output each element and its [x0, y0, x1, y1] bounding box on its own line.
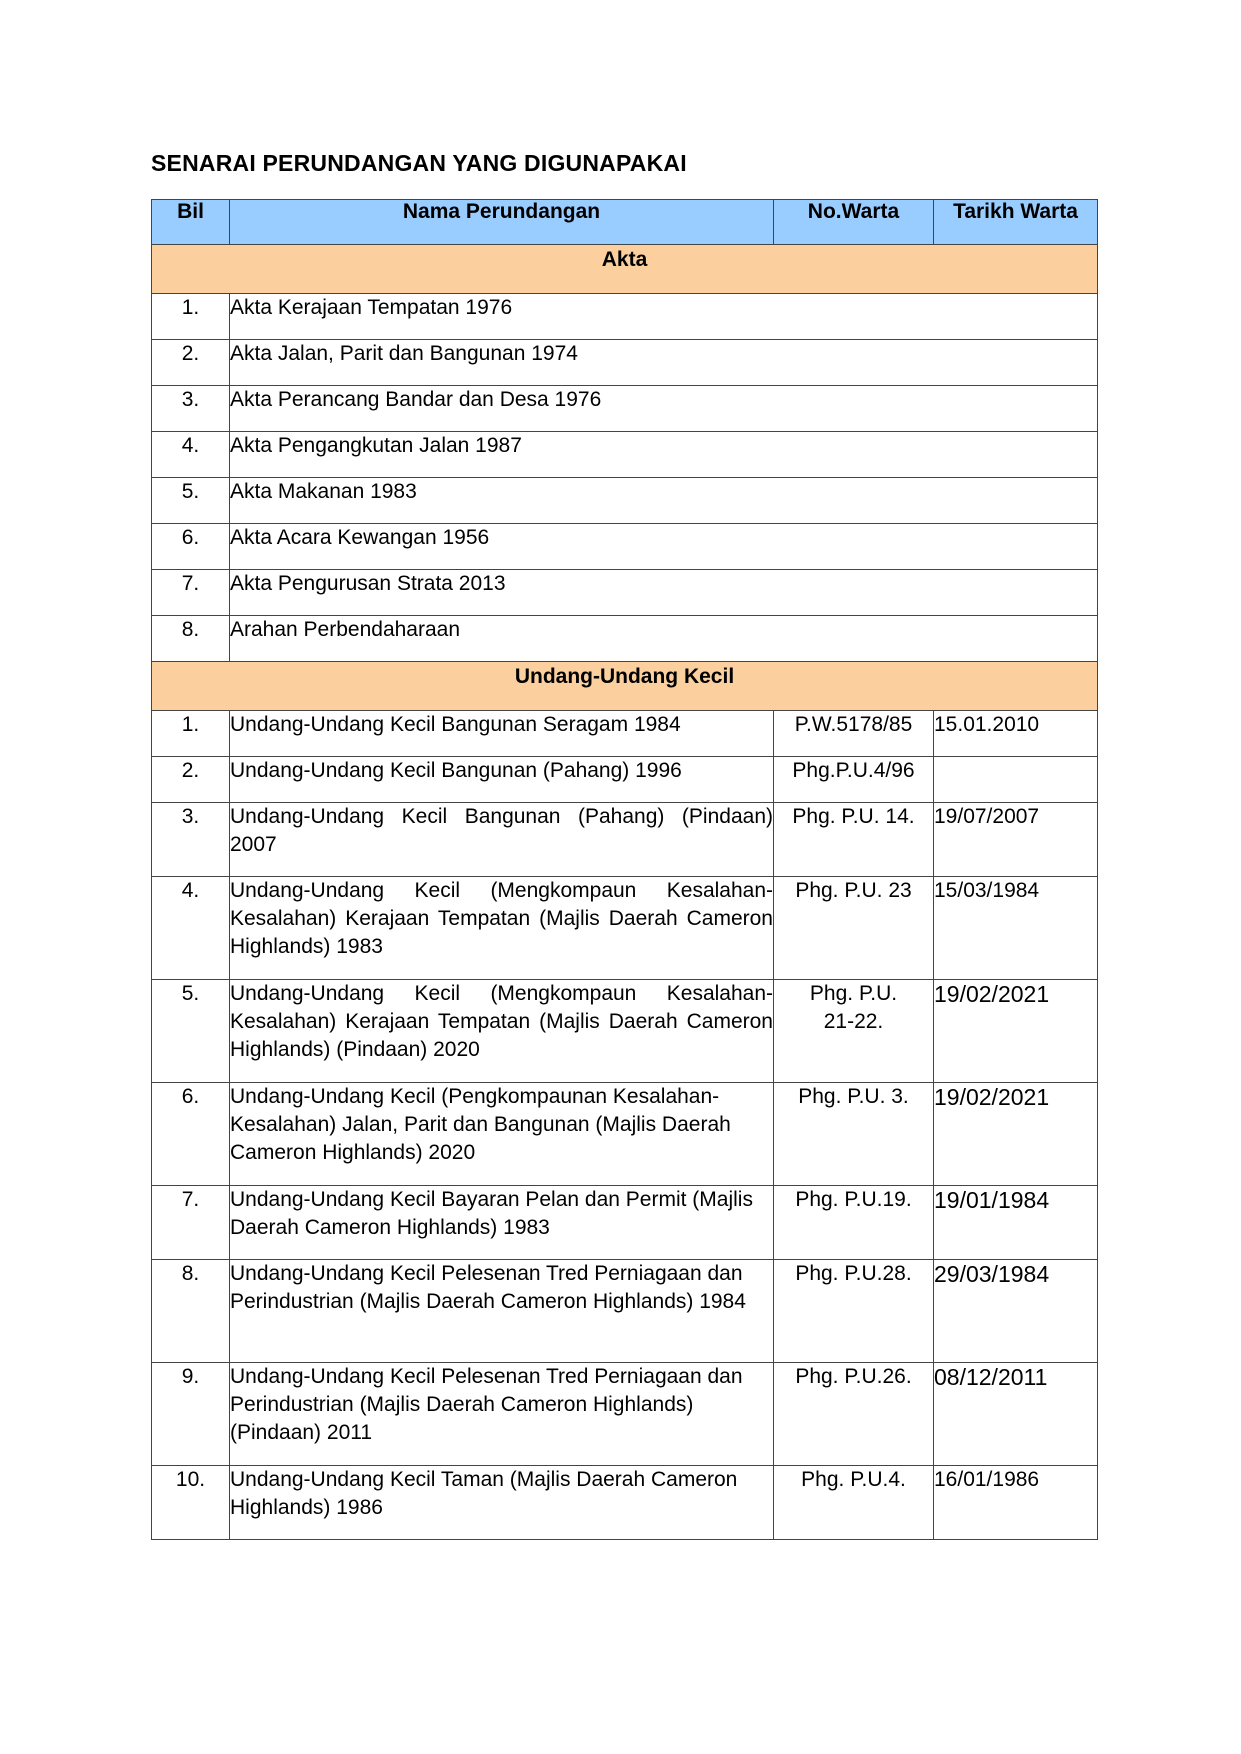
- row-bil: 4.: [152, 877, 230, 980]
- row-warta: Phg. P.U. 23: [774, 877, 934, 980]
- header-bil: Bil: [152, 200, 230, 245]
- row-nama: Undang-Undang Kecil (Pengkompaunan Kesalahan-Kesalahan) Jalan, Parit dan Bangunan (Majlis Daerah Cameron Highlands) 2020: [230, 1083, 774, 1186]
- row-bil: 7.: [152, 1186, 230, 1260]
- row-bil: 4.: [152, 432, 230, 478]
- row-tarikh: 08/12/2011: [934, 1363, 1098, 1466]
- row-tarikh: 19/02/2021: [934, 1083, 1098, 1186]
- row-nama: Akta Perancang Bandar dan Desa 1976: [230, 386, 1098, 432]
- row-warta: Phg.P.U.4/96: [774, 757, 934, 803]
- row-bil: 3.: [152, 803, 230, 877]
- row-warta: Phg. P.U.19.: [774, 1186, 934, 1260]
- row-tarikh: 19/01/1984: [934, 1186, 1098, 1260]
- table-row: [152, 570, 1098, 616]
- row-bil: 7.: [152, 570, 230, 616]
- table-row: [152, 757, 1098, 803]
- row-bil: 8.: [152, 616, 230, 662]
- row-tarikh: 15.01.2010: [934, 711, 1098, 757]
- row-tarikh: [934, 757, 1098, 803]
- legislation-table: [151, 199, 1098, 1540]
- row-nama: Arahan Perbendaharaan: [230, 616, 1098, 662]
- section-label: Akta: [152, 245, 1098, 294]
- row-nama: Undang-Undang Kecil Pelesenan Tred Perniagaan dan Perindustrian (Majlis Daerah Cameron Highlands) 1984: [230, 1260, 774, 1363]
- row-nama: Undang-Undang Kecil Taman (Majlis Daerah Cameron Highlands) 1986: [230, 1466, 774, 1540]
- table-row: [152, 478, 1098, 524]
- table-row: [152, 1083, 1098, 1186]
- page-title: SENARAI PERUNDANGAN YANG DIGUNAPAKAI: [151, 150, 687, 176]
- header-tarikh-warta: Tarikh Warta: [934, 200, 1098, 245]
- table-row: [152, 877, 1098, 980]
- row-warta: P.W.5178/85: [774, 711, 934, 757]
- section-row-undang-undang-kecil: [152, 662, 1098, 711]
- row-tarikh: 19/07/2007: [934, 803, 1098, 877]
- table-row: [152, 1466, 1098, 1540]
- table-row: [152, 616, 1098, 662]
- row-warta: Phg. P.U.28.: [774, 1260, 934, 1363]
- section-row-akta: [152, 245, 1098, 294]
- row-bil: 6.: [152, 524, 230, 570]
- table-row: [152, 1363, 1098, 1466]
- row-nama: Undang-Undang Kecil Bayaran Pelan dan Permit (Majlis Daerah Cameron Highlands) 1983: [230, 1186, 774, 1260]
- row-warta: Phg. P.U. 14.: [774, 803, 934, 877]
- row-tarikh: 16/01/1986: [934, 1466, 1098, 1540]
- row-nama: Undang-Undang Kecil Bangunan Seragam 1984: [230, 711, 774, 757]
- table-row: [152, 1186, 1098, 1260]
- row-bil: 2.: [152, 340, 230, 386]
- row-nama: Akta Makanan 1983: [230, 478, 1098, 524]
- row-bil: 2.: [152, 757, 230, 803]
- row-warta: Phg. P.U. 3.: [774, 1083, 934, 1186]
- row-warta: Phg. P.U.26.: [774, 1363, 934, 1466]
- row-bil: 1.: [152, 711, 230, 757]
- table-row: [152, 386, 1098, 432]
- row-nama: Undang-Undang Kecil Bangunan (Pahang) (Pindaan) 2007: [230, 803, 774, 877]
- row-nama: Undang-Undang Kecil (Mengkompaun Kesalahan-Kesalahan) Kerajaan Tempatan (Majlis Daerah Cameron Highlands) 1983: [230, 877, 774, 980]
- row-nama: Undang-Undang Kecil (Mengkompaun Kesalahan-Kesalahan) Kerajaan Tempatan (Majlis Daerah Cameron Highlands) (Pindaan) 2020: [230, 980, 774, 1083]
- row-bil: 3.: [152, 386, 230, 432]
- table-row: [152, 524, 1098, 570]
- row-bil: 9.: [152, 1363, 230, 1466]
- table-row: [152, 432, 1098, 478]
- row-nama: Undang-Undang Kecil Bangunan (Pahang) 1996: [230, 757, 774, 803]
- row-nama: Akta Jalan, Parit dan Bangunan 1974: [230, 340, 1098, 386]
- row-tarikh: 15/03/1984: [934, 877, 1098, 980]
- row-bil: 10.: [152, 1466, 230, 1540]
- row-nama: Akta Pengurusan Strata 2013: [230, 570, 1098, 616]
- section-label: Undang-Undang Kecil: [152, 662, 1098, 711]
- row-nama: Akta Pengangkutan Jalan 1987: [230, 432, 1098, 478]
- row-bil: 1.: [152, 294, 230, 340]
- row-nama: Akta Kerajaan Tempatan 1976: [230, 294, 1098, 340]
- table-row: [152, 711, 1098, 757]
- table-row: [152, 1260, 1098, 1363]
- row-bil: 6.: [152, 1083, 230, 1186]
- row-tarikh: 29/03/1984: [934, 1260, 1098, 1363]
- header-no-warta: No.Warta: [774, 200, 934, 245]
- row-nama: Akta Acara Kewangan 1956: [230, 524, 1098, 570]
- table-header-row: [152, 200, 1098, 245]
- row-nama: Undang-Undang Kecil Pelesenan Tred Perniagaan dan Perindustrian (Majlis Daerah Cameron Highlands) (Pindaan) 2011: [230, 1363, 774, 1466]
- row-warta: Phg. P.U. 21-22.: [774, 980, 934, 1083]
- row-bil: 5.: [152, 980, 230, 1083]
- row-bil: 5.: [152, 478, 230, 524]
- table-row: [152, 803, 1098, 877]
- row-warta: Phg. P.U.4.: [774, 1466, 934, 1540]
- row-bil: 8.: [152, 1260, 230, 1363]
- table-row: [152, 340, 1098, 386]
- table-row: [152, 294, 1098, 340]
- table-row: [152, 980, 1098, 1083]
- row-tarikh: 19/02/2021: [934, 980, 1098, 1083]
- header-nama-perundangan: Nama Perundangan: [230, 200, 774, 245]
